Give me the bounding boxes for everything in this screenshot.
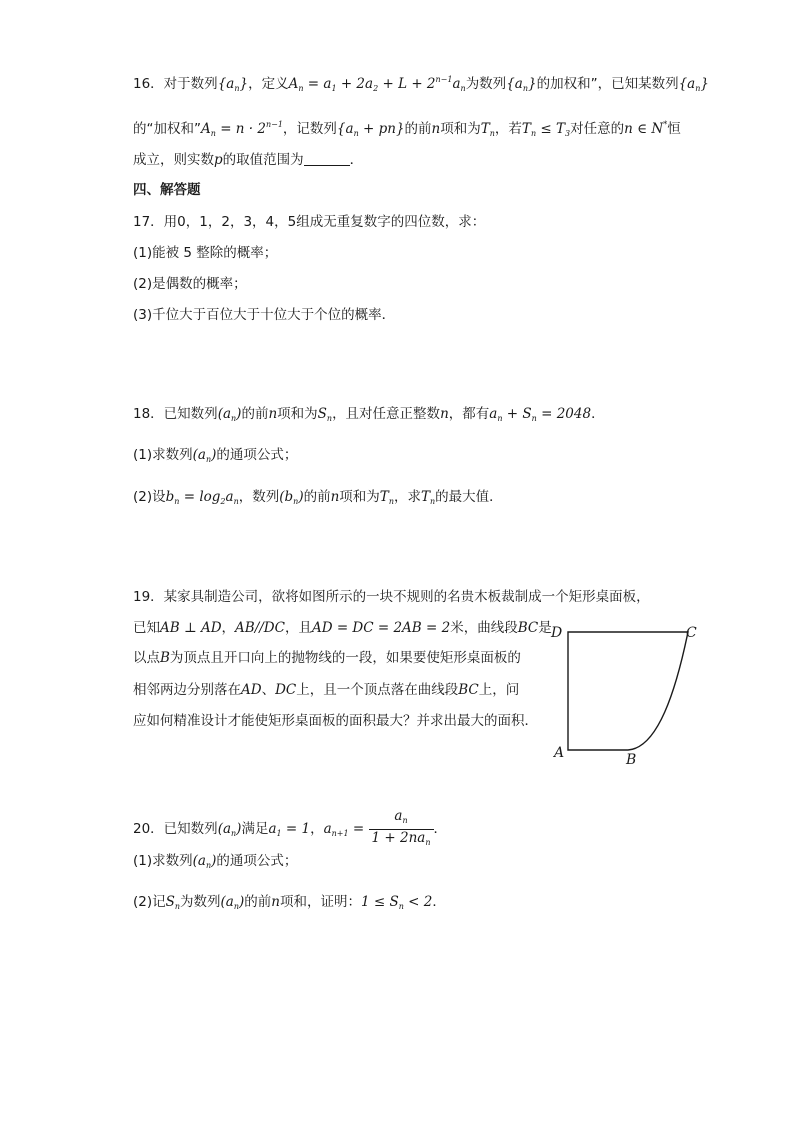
- q18-text: (2)设: [133, 489, 166, 505]
- q17-part-2: (2)是偶数的概率；: [133, 276, 247, 292]
- fraction: $\frac{a_n}{1 + 2na_n}$: [369, 808, 434, 851]
- q18-part-2: [133, 487, 503, 512]
- formula-seq-bn: $(b_n)$: [279, 489, 304, 506]
- formula-AD: AD: [241, 682, 262, 698]
- q18-text: 的通项公式；: [216, 447, 298, 463]
- board-outline: [568, 632, 688, 750]
- formula-lengths: AD = DC = 2AB = 2: [311, 620, 451, 636]
- q19-text: 相邻两边分别落在: [133, 682, 241, 698]
- formula-seq-an: $\{a_n\}$: [506, 76, 537, 93]
- formula-n: n: [431, 121, 441, 137]
- q18-text: ，都有: [448, 406, 490, 422]
- q18-stem: [133, 404, 605, 429]
- q18-text: ，且对任意正整数: [332, 406, 441, 422]
- q19-line-3: [133, 648, 521, 668]
- formula-recurrence: $a_{n+1}$ = $\frac{a_n}{1 + 2na_n}$: [324, 821, 434, 837]
- q20-text: ．: [432, 894, 446, 910]
- formula-BC: BC: [458, 682, 479, 698]
- q18-text: ．: [591, 406, 605, 422]
- q19-text: 为顶点且开口向上的抛物线的一段，如果要使矩形桌面板的: [169, 650, 521, 666]
- formula-an-plus-Sn: $a_n + S_n = 2048$: [489, 406, 592, 423]
- q19-text: 以点: [133, 650, 160, 666]
- q20-text: 的通项公式；: [216, 853, 298, 869]
- formula-inequality: $1 \le S_n < 2$: [361, 894, 433, 911]
- q18-text: ，数列: [238, 489, 280, 505]
- label-A: A: [554, 745, 565, 761]
- q19-line-4: [133, 680, 519, 700]
- q20-text: 为数列: [180, 894, 221, 910]
- formula-Sn: $S_n$: [317, 406, 333, 423]
- q18-text: (1)求数列: [133, 447, 193, 463]
- formula-BC: BC: [517, 620, 539, 636]
- q16-text: ，记数列: [282, 121, 337, 137]
- q16-text: 项和为: [440, 121, 481, 137]
- q18-text: 项和为: [339, 489, 380, 505]
- formula-DC: DC: [275, 682, 297, 698]
- formula-n-in-N: n ∈ N*: [624, 120, 668, 137]
- formula-bn-log: $b_n = \log_2a_n$: [165, 489, 239, 506]
- formula-ab-parallel-dc: AB//DC: [235, 620, 285, 636]
- q16-line-1: [133, 70, 709, 99]
- q20-text: 满足: [241, 821, 269, 837]
- q19-text: 上，且一个顶点落在曲线段: [296, 682, 459, 698]
- formula-seq-an: $(a_n)$: [192, 853, 217, 870]
- formula-Tn-le-T3: $T_n \le T_3$: [521, 121, 571, 138]
- q20-text: 20．已知数列: [133, 821, 218, 837]
- q20-text: 的前: [244, 894, 272, 910]
- q18-text: 的前: [303, 489, 331, 505]
- q20-stem: [133, 808, 447, 852]
- q19-line-2: [133, 618, 552, 638]
- q18-part-1: [133, 445, 297, 470]
- q16-text: 的取值范围为: [222, 152, 304, 168]
- q18-text: 18．已知数列: [133, 406, 218, 422]
- formula-n: n: [271, 894, 280, 910]
- q19-line-5: 应如何精准设计才能使矩形桌面板的面积最大？并求出最大的面积．: [133, 713, 538, 729]
- q16-text: 的“加权和”: [133, 121, 201, 137]
- q16-text: 的前: [404, 121, 432, 137]
- q19-line-1: 19．某家具制造公司，欲将如图所示的一块不规则的名贵木板裁制成一个矩形桌面板，: [133, 589, 650, 605]
- formula-Sn: $S_n$: [165, 894, 181, 911]
- formula-seq-an: $(a_n)$: [217, 821, 242, 838]
- q19-text: 米，曲线段: [450, 620, 518, 636]
- formula-seq-an: $(a_n)$: [217, 406, 242, 423]
- q20-part-2: [133, 892, 446, 917]
- q18-text: 的最大值．: [435, 489, 503, 505]
- formula-Tn: $T_n$: [379, 489, 394, 506]
- q17-part-3: (3)千位大于百位大于十位大于个位的概率．: [133, 307, 396, 323]
- formula-n: n: [440, 406, 449, 422]
- q18-text: ，求: [393, 489, 421, 505]
- q19-text: 、: [261, 682, 276, 698]
- q20-text: ，: [310, 821, 324, 837]
- formula-ab-perp-ad: AB ⊥ AD: [160, 620, 222, 636]
- formula-a1: $a_1 = 1$: [268, 821, 311, 838]
- formula-Tn: $T_n$: [420, 489, 436, 506]
- q20-part-1: [133, 851, 297, 876]
- formula-An-definition: $A_n = a_1 + 2a_2 + L + 2^{n-1}a_n$: [288, 75, 466, 93]
- q16-text: 为数列: [465, 76, 507, 92]
- board-figure: [548, 620, 708, 770]
- q16-text: ．: [349, 152, 364, 168]
- formula-An-value: $A_n = n \cdot 2^{n-1}$: [201, 120, 283, 138]
- q17-intro: 17．用0，1，2，3，4，5组成无重复数字的四位数，求：: [133, 214, 486, 230]
- formula-B: B: [160, 650, 170, 666]
- formula-n: n: [268, 406, 278, 422]
- formula-seq-an: $(a_n)$: [192, 447, 217, 464]
- q20-text: (1)求数列: [133, 853, 193, 869]
- q18-text: 项和为: [277, 406, 318, 422]
- formula-seq-an: $\{a_n\}$: [217, 76, 249, 93]
- q20-text: 项和，证明：: [280, 894, 361, 910]
- q18-text: 的前: [241, 406, 269, 422]
- q16-text: 成立，则实数: [133, 152, 214, 168]
- q19-text: 上，问: [478, 682, 520, 698]
- section-heading: 四、解答题: [133, 182, 201, 198]
- q19-text: ，: [221, 620, 236, 636]
- formula-Tn: $T_n$: [480, 121, 495, 138]
- q19-text: 是: [538, 620, 552, 636]
- formula-seq-an-pn: $\{a_n + pn\}$: [336, 121, 405, 138]
- q16-text: 对任意的: [570, 121, 625, 137]
- q20-text: ．: [433, 821, 447, 837]
- label-B: B: [626, 752, 637, 768]
- q16-text: 16．对于数列: [133, 76, 218, 92]
- label-C: C: [686, 625, 697, 641]
- formula-p: p: [214, 152, 223, 168]
- q16-line-2: [133, 115, 681, 144]
- q19-text: ，且: [284, 620, 312, 636]
- answer-blank[interactable]: [304, 151, 350, 166]
- formula-seq-an: $(a_n)$: [220, 894, 245, 911]
- formula-n: n: [330, 489, 340, 505]
- formula-seq-an: $\{a_n\}$: [678, 76, 709, 93]
- q16-text: ，若: [494, 121, 522, 137]
- q20-text: (2)记: [133, 894, 166, 910]
- label-D: D: [551, 625, 563, 641]
- q16-text: 的加权和”，已知某数列: [536, 76, 679, 92]
- q19-text: 已知: [133, 620, 160, 636]
- q16-text: 恒: [667, 121, 681, 137]
- q16-line-3: [133, 150, 363, 170]
- q16-text: ，定义: [248, 76, 289, 92]
- q17-part-1: (1)能被 5 整除的概率；: [133, 245, 278, 261]
